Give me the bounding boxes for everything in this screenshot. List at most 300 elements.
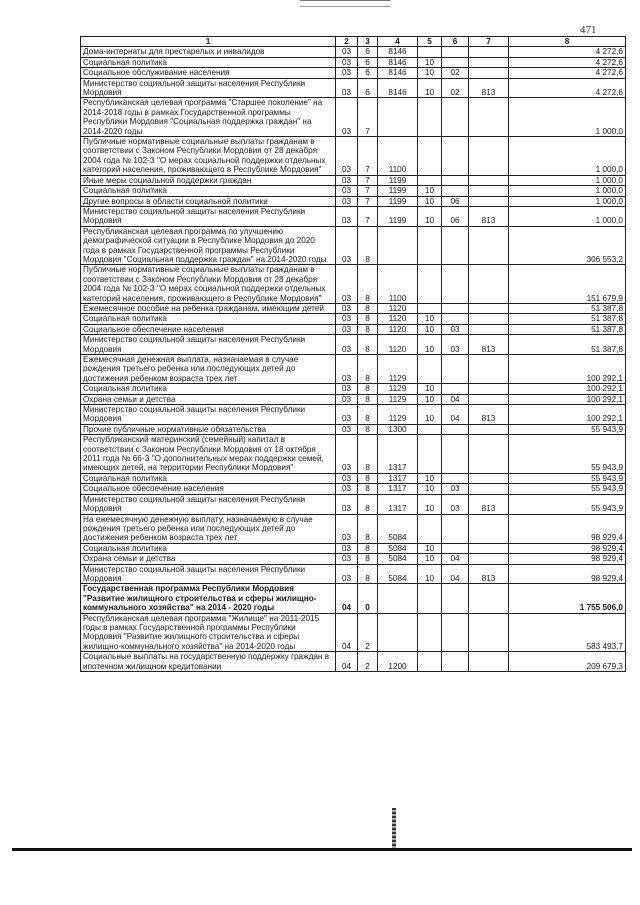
row-code-7 xyxy=(469,484,509,494)
row-code-5 xyxy=(418,514,442,543)
row-code-5 xyxy=(418,355,442,384)
row-name: Государственная программа Республики Мордовия "Развитие жилищного строительства и сферы жилищно-коммунального хозяйства" на 2014 - 2020 годы xyxy=(81,584,336,613)
row-name: Охрана семьи и детства xyxy=(81,394,336,404)
row-amount: 1 000,0 xyxy=(509,206,626,226)
row-amount: 151 679,9 xyxy=(509,265,626,304)
row-code-2: 03 xyxy=(336,196,358,206)
row-name: Публичные нормативные социальные выплаты гражданам в соответствии с Законом Республики Мордовия от 28 декабря 2004 года № 102-З "О мерах социальной поддержки отдельных категорий населения, проживающего в Республике Мордовия" xyxy=(81,265,336,304)
table-row xyxy=(81,137,626,176)
row-code-3: 7 xyxy=(358,206,378,226)
row-amount: 55 943,9 xyxy=(509,484,626,494)
row-code-2: 03 xyxy=(336,78,358,98)
row-code-6 xyxy=(442,652,469,672)
row-code-6: 04 xyxy=(442,405,469,425)
row-name: Социальное обслуживание населения xyxy=(81,68,336,78)
row-amount: 55 943,9 xyxy=(509,473,626,483)
row-amount: 100 292,1 xyxy=(509,384,626,394)
row-code-6 xyxy=(442,57,469,67)
row-code-6: 06 xyxy=(442,206,469,226)
row-code-7 xyxy=(469,543,509,553)
row-name: Социальное обеспечение населения xyxy=(81,324,336,334)
table-row xyxy=(81,394,626,404)
row-code-5 xyxy=(418,98,442,137)
row-amount: 1 000,0 xyxy=(509,98,626,137)
row-code-4: 5084 xyxy=(378,543,418,553)
row-name: Министерство социальной защиты населения Республики Мордовия xyxy=(81,405,336,425)
row-amount: 4 272,6 xyxy=(509,57,626,67)
row-code-3: 8 xyxy=(358,265,378,304)
row-code-5 xyxy=(418,303,442,313)
row-code-7 xyxy=(469,652,509,672)
row-code-7 xyxy=(469,355,509,384)
row-code-3: 8 xyxy=(358,303,378,313)
row-code-5: 10 xyxy=(418,394,442,404)
row-code-5: 10 xyxy=(418,196,442,206)
row-name: Социальная политика xyxy=(81,314,336,324)
table-row xyxy=(81,78,626,98)
header-col-2: 2 xyxy=(336,37,358,47)
row-amount: 51 387,8 xyxy=(509,314,626,324)
row-code-7 xyxy=(469,186,509,196)
row-code-6: 03 xyxy=(442,335,469,355)
row-code-4: 1199 xyxy=(378,206,418,226)
row-code-7 xyxy=(469,303,509,313)
table-row xyxy=(81,47,626,57)
row-code-6 xyxy=(442,473,469,483)
row-code-2: 03 xyxy=(336,554,358,564)
row-code-3: 2 xyxy=(358,652,378,672)
row-code-2: 03 xyxy=(336,57,358,67)
row-code-3: 8 xyxy=(358,543,378,553)
row-code-4: 1120 xyxy=(378,314,418,324)
row-code-2: 03 xyxy=(336,424,358,434)
table-row xyxy=(81,473,626,483)
row-code-5: 10 xyxy=(418,314,442,324)
row-amount: 98 929,4 xyxy=(509,564,626,584)
row-code-3: 8 xyxy=(358,384,378,394)
row-code-3: 8 xyxy=(358,514,378,543)
row-amount: 51 387,8 xyxy=(509,335,626,355)
row-code-5: 10 xyxy=(418,484,442,494)
table-row xyxy=(81,355,626,384)
row-amount: 1 000,0 xyxy=(509,186,626,196)
row-code-3: 8 xyxy=(358,484,378,494)
row-code-7 xyxy=(469,226,509,265)
row-name: Другие вопросы в области социальной политики xyxy=(81,196,336,206)
table-row xyxy=(81,584,626,613)
row-code-2: 03 xyxy=(336,394,358,404)
row-code-2: 03 xyxy=(336,484,358,494)
row-amount: 4 272,6 xyxy=(509,68,626,78)
scan-top-mark xyxy=(300,0,390,7)
table-row xyxy=(81,314,626,324)
table-row xyxy=(81,494,626,514)
scan-artifact xyxy=(392,808,396,848)
row-code-6 xyxy=(442,355,469,384)
row-code-7 xyxy=(469,196,509,206)
row-code-5: 10 xyxy=(418,206,442,226)
row-code-3: 8 xyxy=(358,335,378,355)
row-code-5: 10 xyxy=(418,57,442,67)
row-code-4: 1317 xyxy=(378,484,418,494)
row-code-4: 8146 xyxy=(378,57,418,67)
row-code-3: 8 xyxy=(358,226,378,265)
row-code-7: 813 xyxy=(469,494,509,514)
row-code-2: 03 xyxy=(336,514,358,543)
table-row xyxy=(81,424,626,434)
row-code-5 xyxy=(418,584,442,613)
row-code-5 xyxy=(418,652,442,672)
row-code-4: 1199 xyxy=(378,186,418,196)
row-code-6: 03 xyxy=(442,494,469,514)
row-code-4: 1120 xyxy=(378,335,418,355)
table-header-row xyxy=(81,37,626,47)
row-code-5: 10 xyxy=(418,186,442,196)
row-code-3: 7 xyxy=(358,98,378,137)
row-code-4: 5084 xyxy=(378,554,418,564)
row-name: Республиканский материнский (семейный) капитал в соответствии с Законом Республики Мордовия от 18 октября 2011 года № 66-З "О дополнительных мерах поддержки семей, имеющих детей, на территории Республики Мордовия" xyxy=(81,435,336,474)
table-row xyxy=(81,226,626,265)
table-row xyxy=(81,303,626,313)
row-code-6 xyxy=(442,47,469,57)
row-code-6: 04 xyxy=(442,394,469,404)
row-code-7 xyxy=(469,98,509,137)
row-code-3: 7 xyxy=(358,175,378,185)
row-code-2: 03 xyxy=(336,435,358,474)
row-code-2: 03 xyxy=(336,473,358,483)
row-code-5: 10 xyxy=(418,564,442,584)
row-code-4: 5084 xyxy=(378,514,418,543)
row-code-4: 1129 xyxy=(378,384,418,394)
row-code-6: 03 xyxy=(442,324,469,334)
table-row xyxy=(81,384,626,394)
row-code-4 xyxy=(378,226,418,265)
row-name: Публичные нормативные социальные выплаты гражданам в соответствии с Законом Республики Мордовия от 28 декабря 2004 года № 102-З "О мерах социальной поддержки отдельных категорий населения, проживающего в Республике Мордовия" xyxy=(81,137,336,176)
row-name: Ежемесячное пособие на ребенка гражданам, имеющим детей xyxy=(81,303,336,313)
row-code-7 xyxy=(469,314,509,324)
row-code-3: 7 xyxy=(358,137,378,176)
row-code-2: 03 xyxy=(336,137,358,176)
row-name: Прочие публичные нормативные обязательства xyxy=(81,424,336,434)
row-code-6 xyxy=(442,314,469,324)
row-code-6 xyxy=(442,265,469,304)
row-code-7 xyxy=(469,435,509,474)
table-row xyxy=(81,514,626,543)
row-amount: 98 929,4 xyxy=(509,543,626,553)
table-row xyxy=(81,265,626,304)
row-code-6 xyxy=(442,584,469,613)
page-number: 471 xyxy=(580,24,597,36)
row-code-4: 8146 xyxy=(378,47,418,57)
table-row xyxy=(81,484,626,494)
row-code-5 xyxy=(418,265,442,304)
row-name: Дома-интернаты для престарелых и инвалидов xyxy=(81,47,336,57)
header-col-3: 3 xyxy=(358,37,378,47)
row-code-4: 5084 xyxy=(378,564,418,584)
header-col-8: 8 xyxy=(509,37,626,47)
row-code-3: 6 xyxy=(358,47,378,57)
table-row xyxy=(81,206,626,226)
row-code-3: 7 xyxy=(358,196,378,206)
row-code-6 xyxy=(442,613,469,652)
row-name: Министерство социальной защиты населения Республики Мордовия xyxy=(81,78,336,98)
row-code-7: 813 xyxy=(469,564,509,584)
row-name: Иные меры социальной поддержки граждан xyxy=(81,175,336,185)
row-code-6 xyxy=(442,303,469,313)
row-code-2: 04 xyxy=(336,613,358,652)
table-body xyxy=(81,47,626,672)
row-code-2: 04 xyxy=(336,584,358,613)
row-code-6 xyxy=(442,435,469,474)
row-code-3: 8 xyxy=(358,324,378,334)
table-row xyxy=(81,324,626,334)
header-col-4: 4 xyxy=(378,37,418,47)
row-code-4: 1120 xyxy=(378,324,418,334)
row-code-2: 03 xyxy=(336,303,358,313)
row-code-4: 1129 xyxy=(378,355,418,384)
table-row xyxy=(81,196,626,206)
row-code-5: 10 xyxy=(418,554,442,564)
row-code-5 xyxy=(418,175,442,185)
row-amount: 51 387,8 xyxy=(509,324,626,334)
row-code-3: 8 xyxy=(358,473,378,483)
row-code-3: 8 xyxy=(358,554,378,564)
row-code-7 xyxy=(469,584,509,613)
row-code-6 xyxy=(442,424,469,434)
row-amount: 306 553,2 xyxy=(509,226,626,265)
row-name: Социальная политика xyxy=(81,384,336,394)
row-code-7 xyxy=(469,424,509,434)
row-code-6 xyxy=(442,384,469,394)
row-name: Министерство социальной защиты населения Республики Мордовия xyxy=(81,564,336,584)
table-row xyxy=(81,335,626,355)
row-code-4: 1199 xyxy=(378,175,418,185)
row-code-5 xyxy=(418,47,442,57)
row-code-2: 03 xyxy=(336,494,358,514)
row-name: Охрана семьи и детства xyxy=(81,554,336,564)
row-code-2: 03 xyxy=(336,175,358,185)
row-code-4 xyxy=(378,98,418,137)
row-amount: 1 755 506,0 xyxy=(509,584,626,613)
row-code-4 xyxy=(378,613,418,652)
row-code-3: 6 xyxy=(358,57,378,67)
row-code-6: 04 xyxy=(442,554,469,564)
row-code-2: 03 xyxy=(336,206,358,226)
row-code-5 xyxy=(418,137,442,176)
row-code-3: 6 xyxy=(358,68,378,78)
row-name: Ежемесячная денежная выплата, назначаемая в случае рождения третьего ребенка или последующих детей до достижения ребенком возраста трех лет xyxy=(81,355,336,384)
row-code-7 xyxy=(469,514,509,543)
row-code-2: 03 xyxy=(336,68,358,78)
row-amount: 55 943,9 xyxy=(509,494,626,514)
row-code-5: 10 xyxy=(418,324,442,334)
row-code-7 xyxy=(469,554,509,564)
row-code-6 xyxy=(442,175,469,185)
row-code-4: 1100 xyxy=(378,137,418,176)
row-code-7: 813 xyxy=(469,206,509,226)
row-code-7 xyxy=(469,265,509,304)
table-row xyxy=(81,554,626,564)
row-name: Социальная политика xyxy=(81,543,336,553)
row-name: Министерство социальной защиты населения Республики Мордовия xyxy=(81,494,336,514)
row-amount: 98 929,4 xyxy=(509,554,626,564)
row-code-5: 10 xyxy=(418,543,442,553)
table-row xyxy=(81,543,626,553)
row-code-2: 03 xyxy=(336,314,358,324)
row-code-6: 02 xyxy=(442,78,469,98)
row-code-3: 8 xyxy=(358,405,378,425)
row-code-6: 06 xyxy=(442,196,469,206)
row-code-3: 8 xyxy=(358,564,378,584)
row-code-6 xyxy=(442,137,469,176)
row-code-2: 03 xyxy=(336,98,358,137)
row-code-7 xyxy=(469,613,509,652)
row-name: Республиканская целевая программа "Жилище" на 2011-2015 годы в рамках Государственной программы Республики Мордовия "Развитие жилищного строительства и сферы жилищно-коммунального хозяйства" на 2014-2020 годы xyxy=(81,613,336,652)
row-code-2: 03 xyxy=(336,226,358,265)
row-code-2: 03 xyxy=(336,265,358,304)
row-code-2: 03 xyxy=(336,47,358,57)
header-col-7: 7 xyxy=(469,37,509,47)
row-code-3: 2 xyxy=(358,613,378,652)
row-amount: 98 929,4 xyxy=(509,514,626,543)
row-code-7: 813 xyxy=(469,78,509,98)
table-row xyxy=(81,175,626,185)
row-code-4: 8146 xyxy=(378,78,418,98)
header-col-5: 5 xyxy=(418,37,442,47)
header-col-6: 6 xyxy=(442,37,469,47)
row-name: Социальные выплаты на государственную поддержку граждан в ипотечном жилищном кредитовании xyxy=(81,652,336,672)
row-name: Республиканская целевая программа по улучшению демографической ситуации в Республике Мордовия до 2020 года в рамках Государственной программы Республики Мордовия "Социальная поддержка граждан" на 2014-2020 годы xyxy=(81,226,336,265)
table-row xyxy=(81,57,626,67)
row-amount: 100 292,1 xyxy=(509,405,626,425)
row-code-2: 03 xyxy=(336,405,358,425)
row-code-4 xyxy=(378,584,418,613)
row-code-2: 03 xyxy=(336,384,358,394)
table-row xyxy=(81,186,626,196)
row-code-5: 10 xyxy=(418,68,442,78)
row-code-6 xyxy=(442,186,469,196)
row-code-5 xyxy=(418,435,442,474)
row-code-3: 8 xyxy=(358,394,378,404)
row-amount: 100 292,1 xyxy=(509,394,626,404)
row-code-7 xyxy=(469,137,509,176)
row-code-2: 03 xyxy=(336,335,358,355)
row-code-2: 03 xyxy=(336,324,358,334)
row-code-5: 10 xyxy=(418,494,442,514)
row-code-2: 03 xyxy=(336,355,358,384)
row-code-7 xyxy=(469,473,509,483)
row-amount: 51 387,8 xyxy=(509,303,626,313)
row-code-5 xyxy=(418,613,442,652)
row-code-7 xyxy=(469,175,509,185)
scan-bottom-rule xyxy=(12,848,632,851)
row-name: Социальная политика xyxy=(81,186,336,196)
row-code-3: 8 xyxy=(358,424,378,434)
row-code-5 xyxy=(418,226,442,265)
row-name: Министерство социальной защиты населения Республики Мордовия xyxy=(81,206,336,226)
row-code-4: 1100 xyxy=(378,265,418,304)
table-row xyxy=(81,98,626,137)
row-code-4: 1120 xyxy=(378,303,418,313)
row-code-4: 1129 xyxy=(378,405,418,425)
row-code-6 xyxy=(442,543,469,553)
row-amount: 1 000,0 xyxy=(509,196,626,206)
row-code-3: 0 xyxy=(358,584,378,613)
row-amount: 55 943,9 xyxy=(509,424,626,434)
row-code-6 xyxy=(442,98,469,137)
table-row xyxy=(81,435,626,474)
row-amount: 209 679,3 xyxy=(509,652,626,672)
row-code-4: 1317 xyxy=(378,473,418,483)
row-code-5: 10 xyxy=(418,335,442,355)
row-name: Социальная политика xyxy=(81,473,336,483)
row-code-3: 8 xyxy=(358,314,378,324)
table-row xyxy=(81,405,626,425)
budget-table xyxy=(80,36,626,672)
row-code-6: 04 xyxy=(442,564,469,584)
row-amount: 100 292,1 xyxy=(509,355,626,384)
row-code-7: 813 xyxy=(469,405,509,425)
row-name: Социальное обеспечение населения xyxy=(81,484,336,494)
row-code-2: 03 xyxy=(336,186,358,196)
table-row xyxy=(81,564,626,584)
row-code-7 xyxy=(469,68,509,78)
row-name: На ежемесячную денежную выплату, назначаемую в случае рождения третьего ребенка или последующих детей до достижения ребенком возраста трех лет xyxy=(81,514,336,543)
table-row xyxy=(81,613,626,652)
row-code-7 xyxy=(469,57,509,67)
row-name: Министерство социальной защиты населения Республики Мордовия xyxy=(81,335,336,355)
row-code-6: 02 xyxy=(442,68,469,78)
row-code-3: 8 xyxy=(358,435,378,474)
row-code-5: 10 xyxy=(418,384,442,394)
table-row xyxy=(81,68,626,78)
row-amount: 4 272,6 xyxy=(509,47,626,57)
row-code-4: 1129 xyxy=(378,394,418,404)
row-code-5: 10 xyxy=(418,473,442,483)
row-code-5: 10 xyxy=(418,78,442,98)
row-amount: 4 272,6 xyxy=(509,78,626,98)
row-code-4: 1317 xyxy=(378,435,418,474)
row-code-7 xyxy=(469,47,509,57)
row-amount: 55 943,9 xyxy=(509,435,626,474)
row-code-7 xyxy=(469,394,509,404)
row-code-2: 03 xyxy=(336,564,358,584)
row-code-6: 03 xyxy=(442,484,469,494)
row-code-6 xyxy=(442,514,469,543)
row-code-4: 1199 xyxy=(378,196,418,206)
row-code-7: 813 xyxy=(469,335,509,355)
row-code-6 xyxy=(442,226,469,265)
row-code-2: 03 xyxy=(336,543,358,553)
row-name: Республиканская целевая программа "Старшее поколение" на 2014-2018 годы в рамках Государственной программы Республики Мордовия "Социальная поддержка граждан" на 2014-2020 годы xyxy=(81,98,336,137)
row-code-3: 8 xyxy=(358,494,378,514)
row-name: Социальная политика xyxy=(81,57,336,67)
row-code-2: 04 xyxy=(336,652,358,672)
row-code-7 xyxy=(469,324,509,334)
row-amount: 583 493,7 xyxy=(509,613,626,652)
table-row xyxy=(81,652,626,672)
row-code-4: 1200 xyxy=(378,652,418,672)
row-amount: 1 000,0 xyxy=(509,175,626,185)
row-code-5: 10 xyxy=(418,405,442,425)
row-code-4: 8146 xyxy=(378,68,418,78)
row-code-4: 1317 xyxy=(378,494,418,514)
row-code-3: 8 xyxy=(358,355,378,384)
row-code-3: 6 xyxy=(358,78,378,98)
header-col-1: 1 xyxy=(81,37,336,47)
row-code-5 xyxy=(418,424,442,434)
row-amount: 1 000,0 xyxy=(509,137,626,176)
